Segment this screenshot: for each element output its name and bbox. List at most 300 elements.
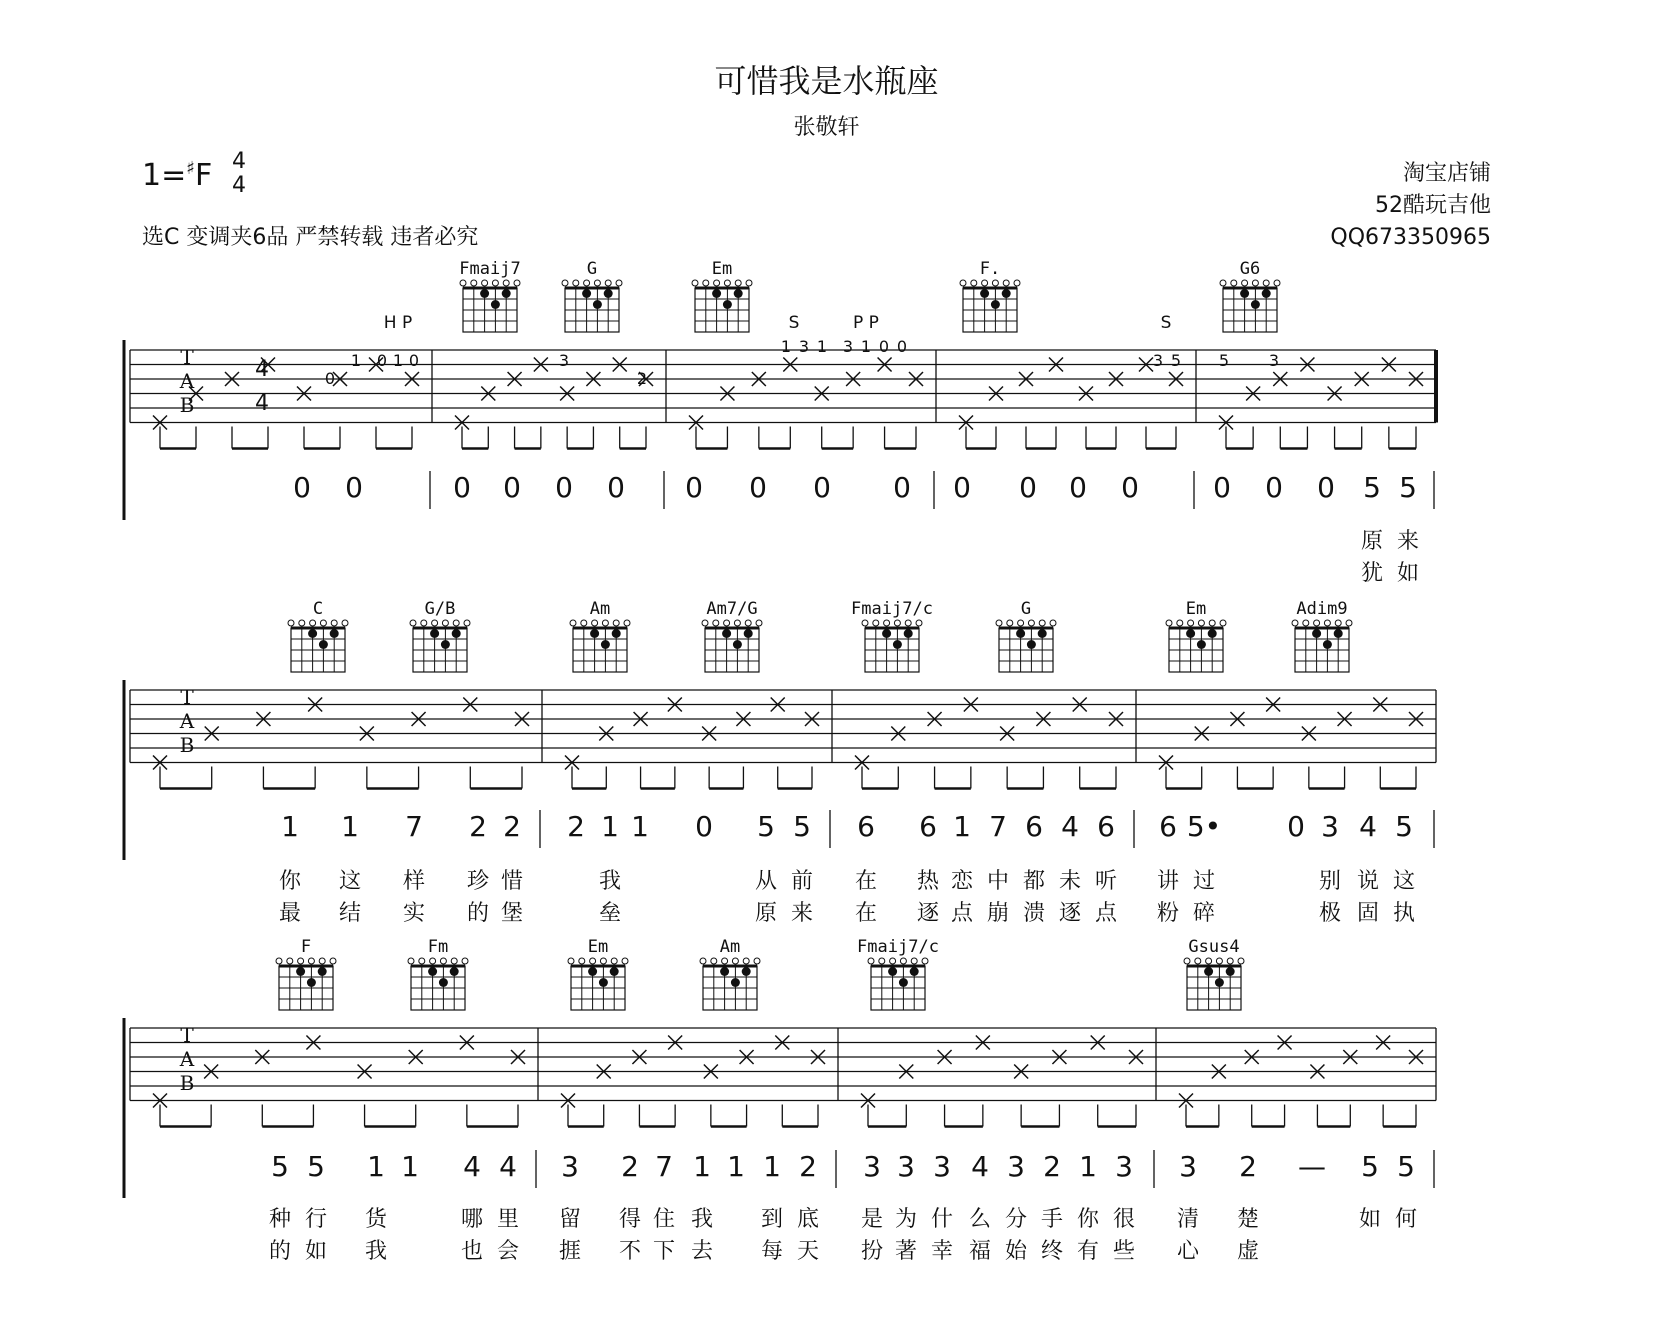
open-string-marker [756,620,762,626]
open-string-marker [492,280,498,286]
chord-name: Fmaij7 [459,259,521,279]
open-string-marker [1314,620,1320,626]
lyric-line-1: 听 [1094,869,1118,894]
open-string-marker [1184,958,1190,964]
finger-dot [599,978,608,987]
technique-label: S [1160,313,1172,333]
lyric-line-1: 惜 [500,869,524,894]
open-string-marker [503,280,509,286]
open-string-marker [714,280,720,286]
open-string-marker [1188,620,1194,626]
lyric-line-2: 每 [760,1239,784,1264]
open-string-marker [1216,958,1222,964]
lyric-line-1: 恋 [950,869,974,894]
finger-dot [610,967,619,976]
chord-name: F [300,937,312,957]
chord-name: G [586,259,598,279]
jianpu-note: 1 [727,1150,745,1183]
open-string-marker [471,280,477,286]
finger-dot [1334,629,1343,638]
finger-dot [480,289,489,298]
open-string-marker [732,958,738,964]
jianpu-note: 1 [367,1150,385,1183]
lyric-line-1: 我 [690,1207,714,1232]
finger-dot [308,629,317,638]
lyric-line-1: 你 [1076,1207,1100,1232]
jianpu-note: 2 [1239,1150,1257,1183]
open-string-marker [624,620,630,626]
technique-label: H P [383,313,413,333]
chord-name: Em [587,937,609,957]
finger-dot [980,289,989,298]
jianpu-note: 0 [345,471,363,504]
finger-dot [744,629,753,638]
lyric-line-2: 极 [1318,901,1342,926]
lyric-line-2: 垒 [598,901,622,926]
shop-line-2: 52酷玩吉他 [1375,193,1491,218]
open-string-marker [743,958,749,964]
jianpu-note: 0 [503,471,521,504]
tab-number: 4 [255,391,269,416]
jianpu-note: 4 [463,1150,481,1183]
open-string-marker [460,280,466,286]
open-string-marker [451,958,457,964]
jianpu-note: 0 [1069,471,1087,504]
open-string-marker [722,958,728,964]
jianpu-note: 3 [561,1150,579,1183]
open-string-marker [1274,280,1280,286]
open-string-marker [890,958,896,964]
finger-dot [899,978,908,987]
shop-line-1: 淘宝店铺 [1402,161,1491,186]
open-string-marker [1206,958,1212,964]
open-string-marker [1003,280,1009,286]
open-string-marker [713,620,719,626]
finger-dot [888,967,897,976]
jianpu-note: 5 [271,1150,289,1183]
jianpu-note: 4 [971,1150,989,1183]
finger-dot [450,967,459,976]
open-string-marker [592,620,598,626]
jianpu-note: — [1298,1150,1326,1183]
jianpu-note: 0 [555,471,573,504]
finger-dot [1312,629,1321,638]
tab-letter: T [180,1023,194,1047]
song-title: 可惜我是水瓶座 [714,62,939,100]
lyric-line-2: 溃 [1022,901,1046,926]
jianpu-note: 6 [1097,810,1115,843]
jianpu-note: 0 [607,471,625,504]
lyric-line-1: 我 [598,869,622,894]
finger-dot [1251,300,1260,309]
lyric-line-2: 幸 [930,1239,954,1264]
finger-dot [882,629,891,638]
lyric-line-2: 来 [790,901,814,926]
artist-name: 张敬轩 [793,115,860,140]
lyric-line-1: 未 [1058,869,1082,894]
open-string-marker [1209,620,1215,626]
open-string-marker [594,280,600,286]
open-string-marker [1303,620,1309,626]
open-string-marker [754,958,760,964]
tab-number: 0 [408,351,420,370]
open-string-marker [1238,958,1244,964]
finger-dot [734,289,743,298]
open-string-marker [287,958,293,964]
lyric-line-2: 结 [338,901,362,926]
lyric-line-2: 点 [1094,901,1118,926]
finger-dot [733,640,742,649]
finger-dot [1215,978,1224,987]
meter-bottom: 4 [232,173,246,198]
lyric-line-1: 住 [652,1207,676,1232]
finger-dot [612,629,621,638]
lyric-line-1: 什 [930,1207,954,1232]
open-string-marker [703,280,709,286]
open-string-marker [1335,620,1341,626]
open-string-marker [884,620,890,626]
lyric-line-2: 执 [1392,901,1416,926]
finger-dot [910,967,919,976]
chord-name: G6 [1239,259,1261,279]
finger-dot [1002,289,1011,298]
jianpu-note: 6 [857,810,875,843]
chord-name: Am [589,599,611,619]
lyric-line-2: 些 [1112,1239,1136,1264]
tab-letter: B [179,1071,195,1095]
jianpu-note: 2 [503,810,521,843]
open-string-marker [1014,280,1020,286]
open-string-marker [879,958,885,964]
finger-dot [1027,640,1036,649]
open-string-marker [288,620,294,626]
lyric-line-2: 如 [1396,561,1420,586]
lyric-line-1: 楚 [1236,1207,1260,1232]
open-string-marker [440,958,446,964]
finger-dot [1208,629,1217,638]
lyric-line-2: 扮 [860,1239,884,1264]
open-string-marker [1039,620,1045,626]
tab-letter: A [179,1047,195,1071]
technique-label: S [788,313,800,333]
tab-number: 3 [558,351,570,370]
lyric-line-1: 货 [364,1207,388,1232]
finger-dot [330,629,339,638]
lyric-line-1: 底 [796,1207,820,1232]
finger-dot [893,640,902,649]
open-string-marker [616,280,622,286]
open-string-marker [911,958,917,964]
jianpu-note: 2 [567,810,585,843]
open-string-marker [590,958,596,964]
lyric-line-1: 里 [496,1207,520,1232]
tab-number: 1 [780,337,792,356]
finger-dot [428,967,437,976]
lyric-line-2: 著 [894,1239,918,1264]
jianpu-note: 1 [693,1150,711,1183]
lyric-line-1: 哪 [460,1207,484,1232]
open-string-marker [982,280,988,286]
open-string-marker [1263,280,1269,286]
capo-note: 选C 变调夹6品 严禁转载 违者必究 [142,225,479,250]
finger-dot [307,978,316,987]
finger-dot [441,640,450,649]
lyric-line-1: 种 [268,1207,292,1232]
open-string-marker [916,620,922,626]
jianpu-note: 0 [749,471,767,504]
jianpu-note: 0 [1317,471,1335,504]
jianpu-note: 1 [281,810,299,843]
lyric-line-1: 热 [916,869,940,894]
lyric-line-1: 何 [1394,1207,1418,1232]
tab-number: 0 [878,337,890,356]
lyric-line-1: 样 [402,869,426,894]
finger-dot [601,640,610,649]
chord-name: Fmaij7/c [857,937,939,957]
lyric-line-2: 虚 [1236,1239,1260,1264]
jianpu-note: 0 [1019,471,1037,504]
lyric-line-1: 得 [618,1207,642,1232]
lyric-line-2: 心 [1176,1239,1200,1264]
key-note: F [194,158,213,193]
open-string-marker [1324,620,1330,626]
open-string-marker [410,620,416,626]
finger-dot [1204,967,1213,976]
open-string-marker [868,958,874,964]
open-string-marker [1018,620,1024,626]
chord-name: C [312,599,324,619]
open-string-marker [342,620,348,626]
chord-name: Em [711,259,733,279]
lyric-line-1: 到 [760,1207,784,1232]
finger-dot [588,967,597,976]
open-string-marker [299,620,305,626]
sharp-icon: ♯ [186,158,195,179]
jianpu-note: 7 [989,810,1007,843]
lyric-line-2: 始 [1004,1239,1028,1264]
open-string-marker [579,958,585,964]
lyric-line-1: 都 [1022,869,1046,894]
jianpu-note: 0 [1287,810,1305,843]
open-string-marker [1028,620,1034,626]
open-string-marker [700,958,706,964]
open-string-marker [692,280,698,286]
finger-dot [296,967,305,976]
open-string-marker [568,958,574,964]
lyric-line-1: 为 [894,1207,918,1232]
jianpu-note: 0 [1213,471,1231,504]
open-string-marker [1007,620,1013,626]
open-string-marker [319,958,325,964]
open-string-marker [562,280,568,286]
jianpu-note: 2 [1043,1150,1061,1183]
lyric-line-2: 粉 [1156,901,1180,926]
open-string-marker [613,620,619,626]
jianpu-note: 5 [1361,1150,1379,1183]
lyric-line-1: 珍 [466,869,490,894]
open-string-marker [464,620,470,626]
open-string-marker [1231,280,1237,286]
jianpu-note: 3 [933,1150,951,1183]
jianpu-note: 1 [601,810,619,843]
finger-dot [722,629,731,638]
finger-dot [452,629,461,638]
open-string-marker [862,620,868,626]
jianpu-note: 5 [1395,810,1413,843]
chord-name: G/B [424,599,456,619]
tab-number: 1 [816,337,828,356]
chord-name: Fm [427,937,449,957]
tab-number: 3 [842,337,854,356]
lyric-line-1: 这 [338,869,362,894]
jianpu-note: 1 [763,1150,781,1183]
jianpu-note: 2 [469,810,487,843]
open-string-marker [711,958,717,964]
open-string-marker [602,620,608,626]
open-string-marker [724,280,730,286]
open-string-marker [735,280,741,286]
shop-line-3: QQ673350965 [1330,225,1491,250]
finger-dot [430,629,439,638]
jianpu-note: 4 [1061,810,1079,843]
open-string-marker [419,958,425,964]
lyric-line-1: 么 [968,1207,992,1232]
finger-dot [723,300,732,309]
jianpu-note: 4 [1359,810,1377,843]
chord-name: F. [979,259,1001,279]
lyric-line-2: 会 [496,1239,520,1264]
finger-dot [1226,967,1235,976]
chord-name: G [1020,599,1032,619]
lyric-line-2: 原 [754,901,778,926]
open-string-marker [1177,620,1183,626]
open-string-marker [1198,620,1204,626]
open-string-marker [1220,280,1226,286]
finger-dot [1262,289,1271,298]
tab-number: 3 [798,337,810,356]
lyric-line-2: 捱 [558,1239,582,1264]
finger-dot [590,629,599,638]
jianpu-note: 1 [953,810,971,843]
tab-number: 0 [376,351,388,370]
lyric-line-1: 这 [1392,869,1416,894]
open-string-marker [702,620,708,626]
lyric-line-2: 我 [364,1239,388,1264]
open-string-marker [514,280,520,286]
jianpu-note: 2 [621,1150,639,1183]
chord-name: Am7/G [706,599,758,619]
chord-name: Fmaij7/c [851,599,933,619]
finger-dot [1197,640,1206,649]
open-string-marker [1220,620,1226,626]
lyric-line-2: 犹 [1360,561,1384,586]
open-string-marker [462,958,468,964]
open-string-marker [308,958,314,964]
lyric-line-2: 碎 [1192,901,1216,926]
jianpu-note: 0 [953,471,971,504]
lyric-line-2: 最 [278,901,302,926]
jianpu-note: 5 [1363,471,1381,504]
open-string-marker [922,958,928,964]
tab-number: 3 [1268,351,1280,370]
lyric-line-2: 下 [652,1239,676,1264]
finger-dot [593,300,602,309]
jianpu-note: 1 [401,1150,419,1183]
jianpu-note: 5 [307,1150,325,1183]
open-string-marker [432,620,438,626]
lyric-line-1: 从 [754,869,778,894]
finger-dot [319,640,328,649]
finger-dot [712,289,721,298]
lyric-line-2: 福 [968,1239,992,1264]
finger-dot [991,300,1000,309]
jianpu-note: 0 [1265,471,1283,504]
finger-dot [1186,629,1195,638]
lyric-line-1: 说 [1356,869,1380,894]
jianpu-note: 7 [405,810,423,843]
open-string-marker [745,620,751,626]
chord-name: Adim9 [1296,599,1348,619]
lyric-line-1: 分 [1004,1207,1028,1232]
lyric-line-1: 如 [1358,1207,1382,1232]
lyric-line-2: 固 [1356,901,1380,926]
tab-letter: A [179,369,195,393]
open-string-marker [746,280,752,286]
lyric-line-2: 终 [1040,1239,1064,1264]
lyric-line-1: 在 [854,869,878,894]
open-string-marker [996,620,1002,626]
finger-dot [742,967,751,976]
lyric-line-2: 去 [690,1239,714,1264]
jianpu-note: 3 [1179,1150,1197,1183]
tab-number: 5 [1218,351,1230,370]
jianpu-note: 4 [499,1150,517,1183]
jianpu-note: 3 [897,1150,915,1183]
open-string-marker [600,958,606,964]
finger-dot [491,300,500,309]
open-string-marker [298,958,304,964]
open-string-marker [570,620,576,626]
jianpu-note: 5• [1186,810,1222,843]
open-string-marker [1292,620,1298,626]
jianpu-note: 2 [799,1150,817,1183]
lyric-line-1: 清 [1176,1207,1200,1232]
finger-dot [582,289,591,298]
tab-number: 3 [1152,351,1164,370]
open-string-marker [960,280,966,286]
tab-number: 0 [324,369,336,388]
jianpu-note: 7 [655,1150,673,1183]
open-string-marker [611,958,617,964]
open-string-marker [573,280,579,286]
tab-number: 1 [860,337,872,356]
finger-dot [1323,640,1332,649]
open-string-marker [330,958,336,964]
open-string-marker [276,958,282,964]
lyric-line-2: 在 [854,901,878,926]
lyric-line-2: 点 [950,901,974,926]
tab-letter: B [179,393,195,417]
jianpu-note: 0 [813,471,831,504]
open-string-marker [894,620,900,626]
technique-label: P P [853,313,879,333]
open-string-marker [320,620,326,626]
lyric-line-1: 是 [860,1207,884,1232]
jianpu-note: 0 [685,471,703,504]
tab-number: 4 [255,357,269,382]
chord-name: Em [1185,599,1207,619]
lyric-line-1: 留 [558,1207,582,1232]
